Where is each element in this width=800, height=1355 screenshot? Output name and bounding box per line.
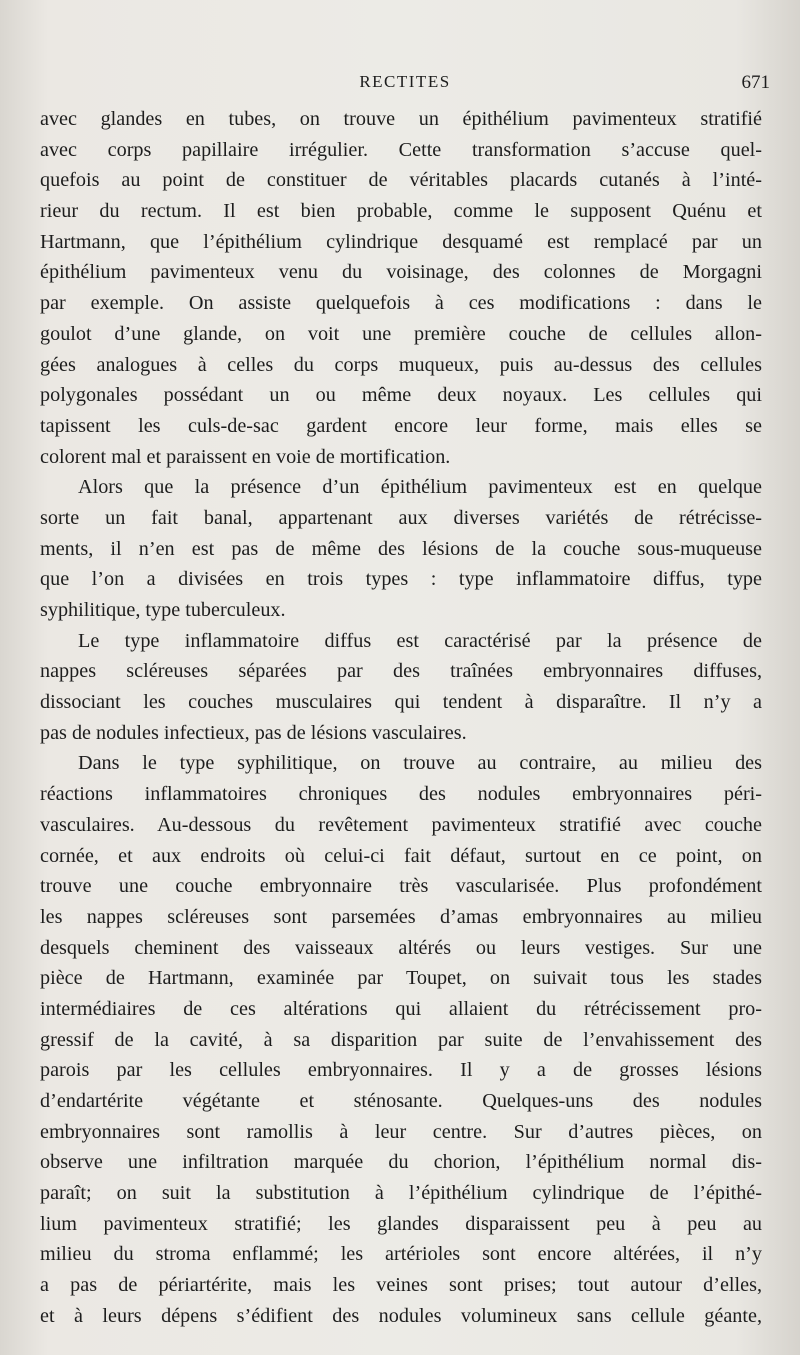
text-line: les nappes scléreuses sont parsemées d’amas embryonnaires au milieu [40, 905, 762, 928]
text-line: desquels cheminent des vaisseaux altérés ou leurs vestiges. Sur une [40, 936, 762, 959]
text-line: que l’on a divisées en trois types : type inflammatoire diffus, type [40, 568, 762, 591]
text-line: pièce de Hartmann, examinée par Toupet, on suivait tous les stades [40, 967, 762, 990]
text-line: Alors que la présence d’un épithélium pavimenteux est en quelque [78, 476, 762, 499]
text-line: polygonales possédant un ou même deux noyaux. Les cellules qui [40, 384, 762, 407]
text-line: et à leurs dépens s’édifient des nodules volumineux sans cellule géante, [40, 1304, 762, 1327]
text-line: pas de nodules infectieux, pas de lésions vasculaires. [40, 721, 467, 744]
text-line: tapissent les culs-de-sac gardent encore leur forme, mais elles se [40, 414, 762, 437]
text-line: quefois au point de constituer de véritables placards cutanés à l’inté- [40, 169, 762, 192]
running-head [40, 72, 770, 96]
running-title: RECTITES [359, 72, 451, 91]
text-line: Le type inflammatoire diffus est caractérisé par la présence de [78, 629, 762, 652]
text-line: cornée, et aux endroits où celui-ci fait défaut, surtout en ce point, on [40, 844, 762, 867]
page-number: 671 [741, 72, 770, 93]
text-line: milieu du stroma enflammé; les artérioles sont encore altérées, il n’y [40, 1243, 762, 1266]
text-line: Hartmann, que l’épithélium cylindrique desquamé est remplacé par un [40, 230, 762, 253]
text-line: réactions inflammatoires chroniques des nodules embryonnaires péri- [40, 783, 762, 806]
text-line: sorte un fait banal, appartenant aux diverses variétés de rétrécisse- [40, 506, 762, 529]
text-line: rieur du rectum. Il est bien probable, comme le supposent Quénu et [40, 200, 762, 223]
text-line: avec corps papillaire irrégulier. Cette transformation s’accuse quel- [40, 138, 762, 161]
text-line: par exemple. On assiste quelquefois à ces modifications : dans le [40, 292, 762, 315]
text-line: intermédiaires de ces altérations qui allaient du rétrécissement pro- [40, 997, 762, 1020]
text-line: embryonnaires sont ramollis à leur centre. Sur d’autres pièces, on [40, 1120, 762, 1143]
text-line: goulot d’une glande, on voit une première couche de cellules allon- [40, 322, 762, 345]
text-line: dissociant les couches musculaires qui tendent à disparaître. Il n’y a [40, 691, 762, 714]
text-line: Dans le type syphilitique, on trouve au contraire, au milieu des [78, 752, 762, 775]
text-line: gressif de la cavité, à sa disparition par suite de l’envahissement des [40, 1028, 762, 1051]
text-line: colorent mal et paraissent en voie de mortification. [40, 445, 451, 468]
body-text [40, 104, 762, 1332]
text-line: observe une infiltration marquée du chorion, l’épithélium normal dis- [40, 1151, 762, 1174]
text-line: gées analogues à celles du corps muqueux, puis au-dessus des cellules [40, 353, 762, 376]
text-line: avec glandes en tubes, on trouve un épithélium pavimenteux stratifié [40, 108, 762, 130]
text-line: vasculaires. Au-dessous du revêtement pavimenteux stratifié avec couche [40, 813, 762, 836]
text-line: syphilitique, type tuberculeux. [40, 599, 286, 621]
text-line: parois par les cellules embryonnaires. Il y a de grosses lésions [40, 1059, 762, 1082]
text-line: a pas de périartérite, mais les veines sont prises; tout autour d’elles, [40, 1274, 762, 1297]
text-line: paraît; on suit la substitution à l’épithélium cylindrique de l’épithé- [40, 1182, 762, 1205]
text-line: nappes scléreuses séparées par des traînées embryonnaires diffuses, [40, 660, 762, 683]
text-line: d’endartérite végétante et sténosante. Quelques-uns des nodules [40, 1090, 762, 1112]
text-line: lium pavimenteux stratifié; les glandes disparaissent peu à peu au [40, 1212, 762, 1235]
text-line: ments, il n’en est pas de même des lésions de la couche sous-muqueuse [40, 537, 762, 560]
text-line: épithélium pavimenteux venu du voisinage, des colonnes de Morgagni [40, 261, 762, 284]
text-line: trouve une couche embryonnaire très vascularisée. Plus profondément [40, 875, 762, 898]
